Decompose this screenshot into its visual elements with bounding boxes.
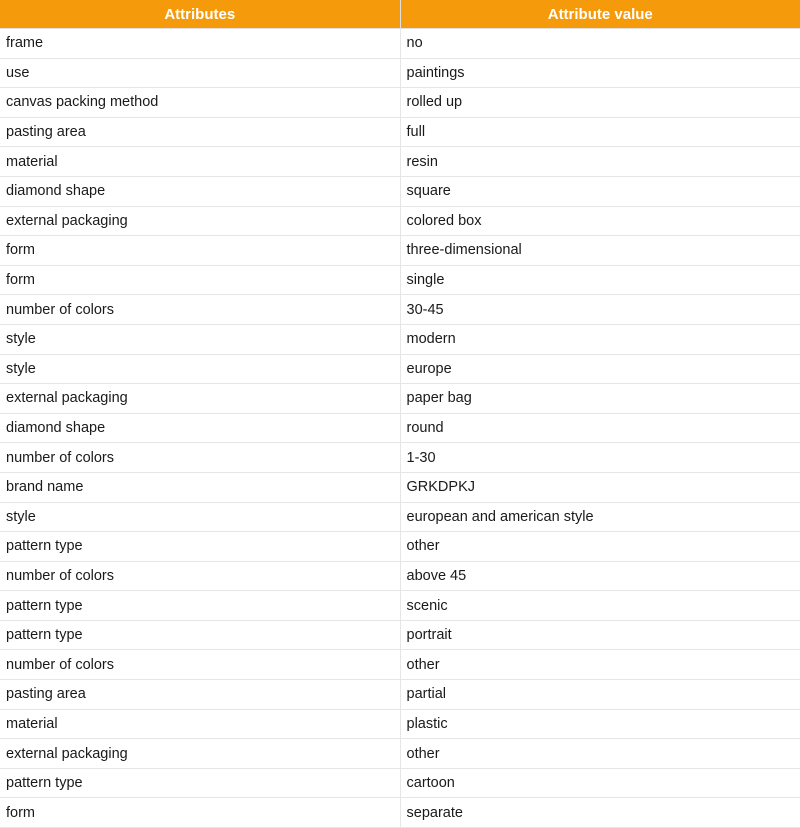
attribute-name-cell: material <box>0 709 400 739</box>
attribute-name-cell: diamond shape <box>0 176 400 206</box>
attribute-value-cell: scenic <box>400 591 800 621</box>
attribute-name-cell: style <box>0 502 400 532</box>
attribute-name-cell: use <box>0 58 400 88</box>
table-row <box>0 443 800 473</box>
attribute-value-cell: separate <box>400 798 800 828</box>
table-row <box>0 768 800 798</box>
table-row <box>0 117 800 147</box>
attribute-value-cell: square <box>400 176 800 206</box>
attribute-name-cell: material <box>0 147 400 177</box>
attribute-value-cell: paintings <box>400 58 800 88</box>
table-row <box>0 29 800 59</box>
table-body <box>0 29 800 828</box>
table-row <box>0 413 800 443</box>
attribute-value-cell: paper bag <box>400 384 800 414</box>
attribute-name-cell: form <box>0 236 400 266</box>
table-row <box>0 502 800 532</box>
table-row <box>0 620 800 650</box>
table-row <box>0 324 800 354</box>
attribute-value-cell: resin <box>400 147 800 177</box>
attribute-name-cell: style <box>0 324 400 354</box>
attribute-value-cell: round <box>400 413 800 443</box>
attribute-value-cell: rolled up <box>400 88 800 118</box>
attribute-name-cell: brand name <box>0 472 400 502</box>
table-row <box>0 798 800 828</box>
attribute-name-cell: pasting area <box>0 680 400 710</box>
attribute-value-cell: other <box>400 739 800 769</box>
attribute-value-cell: single <box>400 265 800 295</box>
attribute-value-cell: partial <box>400 680 800 710</box>
attribute-value-cell: three-dimensional <box>400 236 800 266</box>
attribute-value-cell: european and american style <box>400 502 800 532</box>
attribute-name-cell: external packaging <box>0 739 400 769</box>
attribute-value-cell: 1-30 <box>400 443 800 473</box>
table-row <box>0 591 800 621</box>
table-row <box>0 532 800 562</box>
table-row <box>0 561 800 591</box>
table-row <box>0 206 800 236</box>
attribute-value-cell: portrait <box>400 620 800 650</box>
attribute-name-cell: external packaging <box>0 384 400 414</box>
table-row <box>0 384 800 414</box>
table-row <box>0 236 800 266</box>
attribute-name-cell: pattern type <box>0 591 400 621</box>
table-row <box>0 739 800 769</box>
table-row <box>0 472 800 502</box>
attribute-name-cell: form <box>0 265 400 295</box>
attribute-value-cell: cartoon <box>400 768 800 798</box>
attribute-name-cell: number of colors <box>0 561 400 591</box>
column-header-attributes: Attributes <box>0 0 400 29</box>
attribute-name-cell: number of colors <box>0 295 400 325</box>
attribute-name-cell: number of colors <box>0 650 400 680</box>
table-row <box>0 295 800 325</box>
table-row <box>0 265 800 295</box>
attribute-name-cell: pasting area <box>0 117 400 147</box>
table-row <box>0 680 800 710</box>
table-header-row <box>0 0 800 29</box>
attribute-value-cell: other <box>400 532 800 562</box>
attribute-name-cell: form <box>0 798 400 828</box>
table-row <box>0 147 800 177</box>
attribute-name-cell: pattern type <box>0 532 400 562</box>
table-row <box>0 650 800 680</box>
table-row <box>0 58 800 88</box>
attribute-value-cell: europe <box>400 354 800 384</box>
attribute-value-cell: other <box>400 650 800 680</box>
attribute-name-cell: frame <box>0 29 400 59</box>
table-row <box>0 88 800 118</box>
attribute-name-cell: number of colors <box>0 443 400 473</box>
attribute-value-cell: no <box>400 29 800 59</box>
attribute-value-cell: colored box <box>400 206 800 236</box>
column-header-attribute-value: Attribute value <box>400 0 800 29</box>
table-row <box>0 176 800 206</box>
attribute-value-cell: modern <box>400 324 800 354</box>
attribute-name-cell: pattern type <box>0 768 400 798</box>
table-row <box>0 354 800 384</box>
table-header <box>0 0 800 29</box>
attribute-name-cell: external packaging <box>0 206 400 236</box>
attribute-value-cell: full <box>400 117 800 147</box>
attribute-name-cell: canvas packing method <box>0 88 400 118</box>
table-row <box>0 709 800 739</box>
attribute-value-cell: GRKDPKJ <box>400 472 800 502</box>
attribute-name-cell: pattern type <box>0 620 400 650</box>
attribute-value-cell: above 45 <box>400 561 800 591</box>
attribute-value-cell: 30-45 <box>400 295 800 325</box>
attribute-name-cell: style <box>0 354 400 384</box>
attribute-value-cell: plastic <box>400 709 800 739</box>
attribute-name-cell: diamond shape <box>0 413 400 443</box>
